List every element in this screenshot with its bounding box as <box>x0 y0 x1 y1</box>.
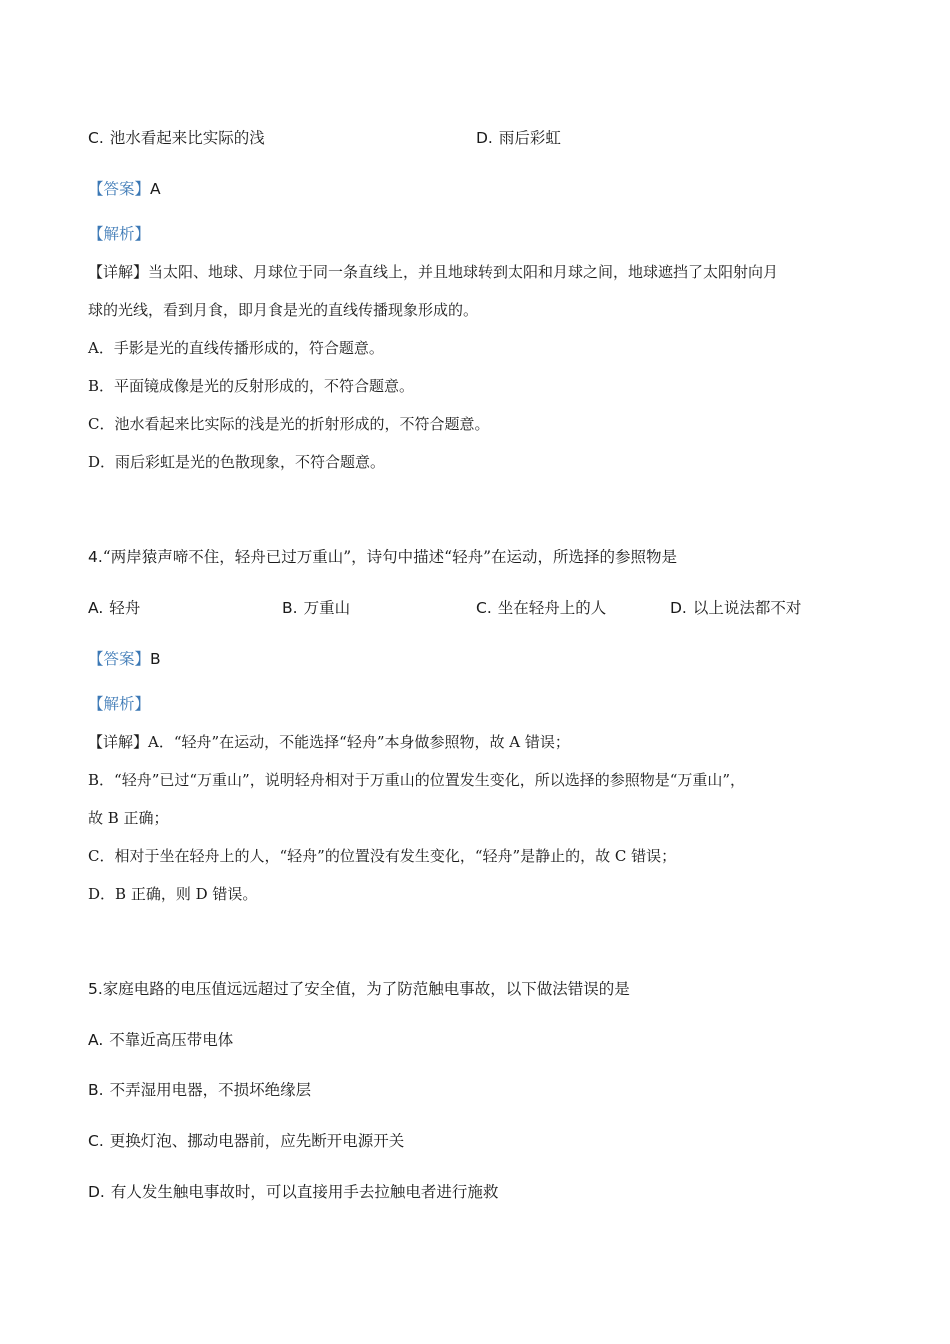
option-text: 轻舟 <box>109 599 141 617</box>
q3-explanation-c: C．池水看起来比实际的浅是光的折射形成的，不符合题意。 <box>88 415 490 433</box>
q3-analysis-tag: 【解析】 <box>88 225 151 243</box>
option-letter: D. <box>88 1183 105 1201</box>
option-text: 雨后彩虹 <box>498 129 561 147</box>
detail-text: A．“轻舟”在运动，不能选择“轻舟”本身做参照物，故 A 错误； <box>148 733 570 751</box>
detail-tag: 【详解】 <box>88 263 149 281</box>
option-letter: D. <box>670 599 687 617</box>
q3-answer <box>88 179 161 199</box>
option-letter: A. <box>88 599 104 617</box>
option-letter: C. <box>88 129 104 147</box>
option-text: 万重山 <box>303 599 351 617</box>
q4-detail-line-2: B．“轻舟”已过“万重山”，说明轻舟相对于万重山的位置发生变化，所以选择的参照物是“万重山”， <box>88 771 746 789</box>
answer-tag: 【答案】 <box>88 650 151 668</box>
option-text: 坐在轻舟上的人 <box>497 599 607 617</box>
option-text: 更换灯泡、挪动电器前，应先断开电源开关 <box>109 1132 405 1150</box>
q3-detail-line-1 <box>88 262 778 282</box>
q4-detail-line-4: C．相对于坐在轻舟上的人，“轻舟”的位置没有发生变化，“轻舟”是静止的，故 C 错误； <box>88 847 677 865</box>
q3-explanation-a: A．手影是光的直线传播形成的，符合题意。 <box>88 339 384 357</box>
option-text: 不弄湿用电器，不损坏绝缘层 <box>109 1081 312 1099</box>
question-number: 5. <box>88 980 103 998</box>
option-letter: B. <box>282 599 298 617</box>
question-text: 家庭电路的电压值远远超过了安全值，为了防范触电事故，以下做法错误的是 <box>102 980 630 998</box>
detail-text: 当太阳、地球、月球位于同一条直线上，并且地球转到太阳和月球之间，地球遮挡了太阳射向月 <box>148 263 779 281</box>
detail-tag: 【详解】 <box>88 733 149 751</box>
q4-option-a <box>88 598 140 618</box>
q4-detail-line-5: D．B 正确，则 D 错误。 <box>88 885 258 903</box>
option-letter: B. <box>88 1081 104 1099</box>
option-text: 不靠近高压带电体 <box>109 1031 234 1049</box>
option-text: 有人发生触电事故时，可以直接用手去拉触电者进行施救 <box>110 1183 499 1201</box>
q4-detail-line-1 <box>88 732 570 752</box>
q4-stem <box>88 547 677 567</box>
q5-option-c <box>88 1131 404 1151</box>
q5-option-a <box>88 1030 233 1050</box>
answer-value: A <box>150 180 161 198</box>
q4-option-c <box>476 598 606 618</box>
q4-option-b <box>282 598 350 618</box>
q4-detail-line-3: 故 B 正确； <box>88 809 169 827</box>
q5-stem <box>88 979 630 999</box>
option-letter: C. <box>476 599 492 617</box>
q4-option-d <box>670 598 801 618</box>
q5-option-b <box>88 1080 311 1100</box>
option-letter: C. <box>88 1132 104 1150</box>
q3-option-c <box>88 128 265 148</box>
q3-explanation-b: B．平面镜成像是光的反射形成的，不符合题意。 <box>88 377 415 395</box>
option-letter: A. <box>88 1031 104 1049</box>
option-text: 以上说法都不对 <box>692 599 802 617</box>
question-text: “两岸猿声啼不住，轻舟已过万重山”，诗句中描述“轻舟”在运动，所选择的参照物是 <box>102 548 677 566</box>
q3-detail-line-2: 球的光线，看到月食，即月食是光的直线传播现象形成的。 <box>88 301 479 319</box>
answer-value: B <box>150 650 161 668</box>
q3-explanation-d: D．雨后彩虹是光的色散现象，不符合题意。 <box>88 453 386 471</box>
q3-option-d <box>476 128 561 148</box>
option-letter: D. <box>476 129 493 147</box>
q4-analysis-tag: 【解析】 <box>88 695 151 713</box>
answer-tag: 【答案】 <box>88 180 151 198</box>
q4-answer <box>88 649 161 669</box>
option-text: 池水看起来比实际的浅 <box>109 129 265 147</box>
question-number: 4. <box>88 548 103 566</box>
q5-option-d <box>88 1182 498 1202</box>
